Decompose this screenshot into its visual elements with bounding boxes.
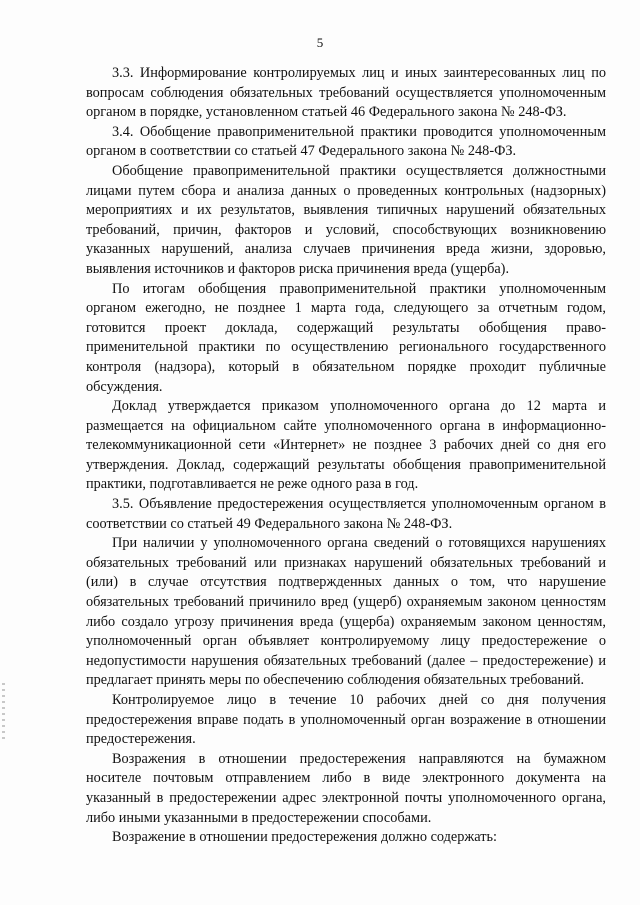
paragraph-3-3: 3.3. Информирование контролируемых лиц и иных заинтересованных лиц по вопросам соблюдения обязательных требований осуществляется уполномоченным органом в порядке, установленном статьей 46 Федерального закона № 248-ФЗ. (86, 65, 606, 121)
paragraph-warning-conditions: При наличии у уполномоченного органа сведений о готовящихся нарушениях обязательных требований или признаках нарушений обязательных требований и (или) в случае отсутствия подтвержденных данных о том, что нарушение обязательных требований причинило вред (ущерб) охраняемым законом ценностям либо создало угрозу причинения вреда (ущерба) охраняемым законом ценностям, уполномоченный орган объявляет контролируемому лицу предостережение о недопустимости нарушения обязательных требований (далее – предостережение) и предлагает принять меры по обеспечению соблюдения обязательных требований. (86, 535, 606, 689)
paragraph-objection-deadline: Контролируемое лицо в течение 10 рабочих дней со дня получения предостережения вправе подать в уполномоченный орган возражение в отношении предостережения. (86, 692, 606, 748)
paragraph-generalization: Обобщение правоприменительной практики осуществляется должностными лицами путем сбора и анализа данных о проведенных контрольных (надзорных) мероприятиях и их результатов, выявления типичных нарушений обязательных требований, причин, факторов и условий, способствующих возникновению указанных нарушений, анализа случаев причинения вреда жизни, здоровью, выявления источников и факторов риска причинения вреда (ущерба). (86, 162, 606, 277)
paragraph-objection-delivery: Возражения в отношении предостережения направляются на бумажном носителе почтовым отправлением либо в виде электронного документа на указанный в предостережении адрес электронной почты уполномоченного органа, либо иными указанными в предостережении способами. (86, 750, 606, 826)
document-body (86, 64, 606, 848)
scan-artifact (2, 683, 5, 741)
paragraph-report-approval: Доклад утверждается приказом уполномоченного органа до 12 марта и размещается на официальном сайте уполномоченного органа в информационно-телекоммуникационной сети «Интернет» не позднее 3 рабочих дней со дня его утверждения. Доклад, содержащий результаты обобщения правоприменительной практики, подготавливается не реже одного раза в год. (86, 398, 606, 493)
paragraph-report-draft: По итогам обобщения правоприменительной практики уполномоченным органом ежегодно, не позднее 1 марта года, следующего за отчетным годом, готовится проект доклада, содержащий результаты обобщения правоприменительной практики по осуществлению регионального государственного контроля (надзора), который в обязательном порядке проходит публичные обсуждения. (86, 280, 606, 395)
page-number: 5 (316, 35, 324, 50)
paragraph-3-4: 3.4. Обобщение правоприменительной практики проводится уполномоченным органом в соответствии со статьей 47 Федерального закона № 248-ФЗ. (86, 123, 606, 160)
paragraph-objection-content: Возражение в отношении предостережения должно содержать: (112, 829, 498, 846)
paragraph-3-5: 3.5. Объявление предостережения осуществляется уполномоченным органом в соответствии со статьей 49 Федерального закона № 248-ФЗ. (86, 496, 606, 532)
